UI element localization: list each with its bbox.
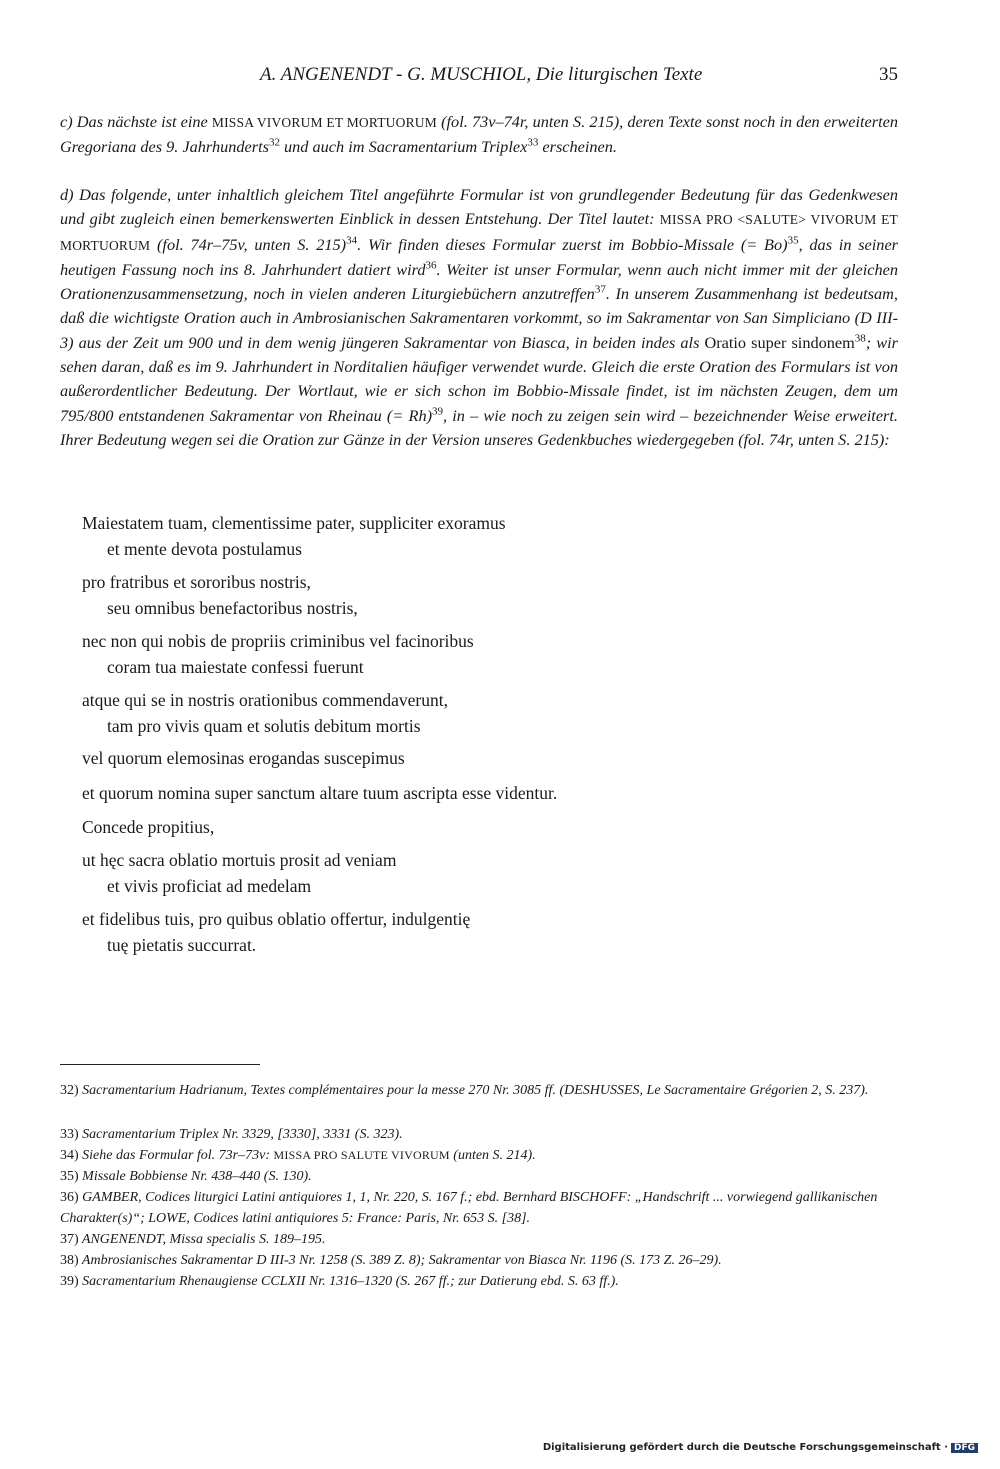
para-text: d) Das folgende, unter inhaltlich gleichem Titel angeführte Formular ist von grundlegender Bedeutung für das Gedenkwesen und gibt zugleich einen bemerkenswerten Einblick in dessen Entstehung. Der Titel lautet: xyxy=(60,185,898,229)
verse-line: ut hęc sacra oblatio mortuis prosit ad veniam xyxy=(82,850,397,870)
footnote-ref-39[interactable]: 39 xyxy=(432,405,444,418)
verse-line: Concede propitius, xyxy=(82,817,215,837)
para-text: (fol. 74r–75v, unten S. 215) xyxy=(150,234,347,254)
para-text: und auch im Sacramentarium Triplex xyxy=(279,137,528,157)
oration-verse xyxy=(82,569,358,621)
verse-line-indent: seu omnibus benefactoribus nostris, xyxy=(107,598,358,618)
footnote-32 xyxy=(60,1080,898,1101)
verse-line-indent: tam pro vivis quam et solutis debitum mortis xyxy=(107,716,421,736)
footnote-35 xyxy=(60,1166,898,1187)
para-text: . In unserem Zusammenhang ist bedeutsam, daß die wichtigste Oration auch in Ambrosianischen Sakramentaren vorkommt, so im Sakramentar von San Simpliciano (D III-3) aus der Zeit um 900 und in dem wenig jüngeren Sakramentar von Biasca, in beiden indes als xyxy=(60,284,898,352)
footnote-number: 32) xyxy=(60,1083,79,1098)
oration-verse xyxy=(82,814,214,840)
verse-line-indent: coram tua maiestate confessi fuerunt xyxy=(107,657,364,677)
footnote-ref-34[interactable]: 34 xyxy=(346,234,358,247)
footnote-ref-38[interactable]: 38 xyxy=(854,332,866,345)
footnote-ref-32[interactable]: 32 xyxy=(268,136,280,149)
footnote-38 xyxy=(60,1250,898,1271)
verse-line: pro fratribus et sororibus nostris, xyxy=(82,572,311,592)
funding-text: Digitalisierung gefördert durch die Deutsche Forschungsgemeinschaft · xyxy=(542,1442,948,1453)
footnote-number: 35) xyxy=(60,1169,79,1184)
verse-line-indent: et vivis proficiat ad medelam xyxy=(107,876,312,896)
footnote-text: Sacramentarium Hadrianum, Textes complémentaires pour la messe 270 Nr. 3085 ff. (DESHUSSES, Le Sacramentaire Grégorien 2, S. 237). xyxy=(82,1083,869,1098)
oration-verse xyxy=(82,628,474,680)
footnote-number: 38) xyxy=(60,1253,79,1268)
footnote-text: Siehe das Formular fol. 73r–73v: xyxy=(82,1148,274,1163)
para-text: ; wir sehen daran, daß es im 9. Jahrhundert in Norditalien häufiger verwendet wurde. Gleich die erste Oration des Formulars ist von außerordentlicher Bedeutung. Der Wortlaut, wie er sich schon im Bobbio-Missale findet, ist im nächsten Zeugen, dem um 795/800 entstandenen Sakramentar von Rheinau (= Rh) xyxy=(60,332,899,425)
footnote-ref-37[interactable]: 37 xyxy=(594,283,606,296)
mass-title: MISSA PRO SALUTE VIVORUM xyxy=(273,1148,450,1162)
footnote-text: ANGENENDT, Missa specialis S. 189–195. xyxy=(81,1232,326,1247)
footnote-text: Sacramentarium Triplex Nr. 3329, [3330], 3331 (S. 323). xyxy=(82,1127,403,1142)
dfg-logo: DFG xyxy=(951,1443,978,1453)
para-text: . Wir finden dieses Formular zuerst im Bobbio-Missale (= Bo) xyxy=(357,234,788,254)
oration-verse xyxy=(82,510,506,562)
paragraph-c xyxy=(60,110,898,160)
footnote-39 xyxy=(60,1271,898,1292)
verse-line-indent: tuę pietatis succurrat. xyxy=(107,935,257,955)
oration-verse xyxy=(82,780,557,806)
footnote-text: (unten S. 214). xyxy=(449,1148,536,1163)
oration-verse xyxy=(82,847,396,899)
footnote-37 xyxy=(60,1229,898,1250)
footnote-text: Ambrosianisches Sakramentar D III-3 Nr. 1258 (S. 389 Z. 8); Sakramentar von Biasca Nr. 1196 (S. 173 Z. 26–29). xyxy=(81,1253,722,1268)
footnote-number: 33) xyxy=(60,1127,79,1142)
footnote-divider xyxy=(60,1064,260,1065)
footnote-33 xyxy=(60,1124,898,1145)
para-text: , das in seiner heutigen Fassung noch ins 8. Jahrhundert datiert wird xyxy=(60,234,899,279)
mass-title: MISSA PRO <SALUTE> VIVORUM ET MORTUORUM xyxy=(60,212,898,253)
para-text: . Weiter ist unser Formular, wenn auch nicht immer mit der gleichen Orationenzusammensetzung, noch in vielen anderen Liturgiebüchern anzutreffen xyxy=(60,259,898,304)
footnote-36 xyxy=(60,1187,898,1229)
footnote-text: Missale Bobbiense Nr. 438–440 (S. 130). xyxy=(82,1169,312,1184)
footnote-34 xyxy=(60,1145,898,1166)
upright-term: Oratio super sindonem xyxy=(704,332,855,352)
oration-verse xyxy=(82,745,405,771)
footnote-number: 34) xyxy=(60,1148,79,1163)
para-text: c) Das nächste ist eine xyxy=(60,112,212,131)
oration-verse xyxy=(82,906,470,958)
verse-line: vel quorum elemosinas erogandas suscepimus xyxy=(82,748,405,768)
verse-line-indent: et mente devota postulamus xyxy=(107,539,302,559)
footnote-ref-36[interactable]: 36 xyxy=(425,259,437,272)
paragraph-d xyxy=(60,183,898,452)
footnote-ref-33[interactable]: 33 xyxy=(527,136,539,149)
footnote-number: 39) xyxy=(60,1274,79,1289)
verse-line: atque qui se in nostris orationibus commendaverunt, xyxy=(82,690,448,710)
para-text: , in – wie noch zu zeigen sein wird – bezeichnender Weise erweitert. Ihrer Bedeutung wegen sei die Oration zur Gänze in der Version unseres Gedenkbuches wiedergegeben (fol. 74r, unten S. 215): xyxy=(60,405,898,449)
footnote-text: GAMBER, Codices liturgici Latini antiquiores 1, 1, Nr. 220, S. 167 f.; ebd. Bernhard BISCHOFF: „Handschrift ... vorwiegend gallikanischen Charakter(s)“; LOWE, Codices latini antiquiores 5: France: Paris, Nr. 653 S. [38]. xyxy=(60,1190,878,1226)
footnote-text: Sacramentarium Rhenaugiense CCLXII Nr. 1316–1320 (S. 267 ff.; zur Datierung ebd. S. 63 ff.). xyxy=(82,1274,619,1289)
para-text: erscheinen. xyxy=(538,137,617,157)
verse-line: nec non qui nobis de propriis criminibus vel facinoribus xyxy=(82,631,474,651)
verse-line: Maiestatem tuam, clementissime pater, suppliciter exoramus xyxy=(82,513,506,533)
page-number: 35 xyxy=(879,64,898,85)
verse-line: et quorum nomina super sanctum altare tuum ascripta esse videntur. xyxy=(82,783,558,803)
funding-note xyxy=(543,1442,978,1453)
footnote-ref-35[interactable]: 35 xyxy=(787,234,799,247)
running-title: A. ANGENENDT - G. MUSCHIOL, Die liturgischen Texte xyxy=(260,64,703,85)
verse-line: et fidelibus tuis, pro quibus oblatio offertur, indulgentię xyxy=(82,909,471,929)
footnote-number: 37) xyxy=(60,1232,79,1247)
running-header xyxy=(60,64,898,94)
para-text: (fol. 73v–74r, unten S. 215), deren Texte sonst noch in den erweiterten Gregoriana des 9. Jahrhunderts xyxy=(60,112,898,157)
oration-verse xyxy=(82,687,448,739)
mass-title: MISSA VIVORUM ET MORTUORUM xyxy=(211,115,437,130)
footnote-number: 36) xyxy=(60,1190,79,1205)
